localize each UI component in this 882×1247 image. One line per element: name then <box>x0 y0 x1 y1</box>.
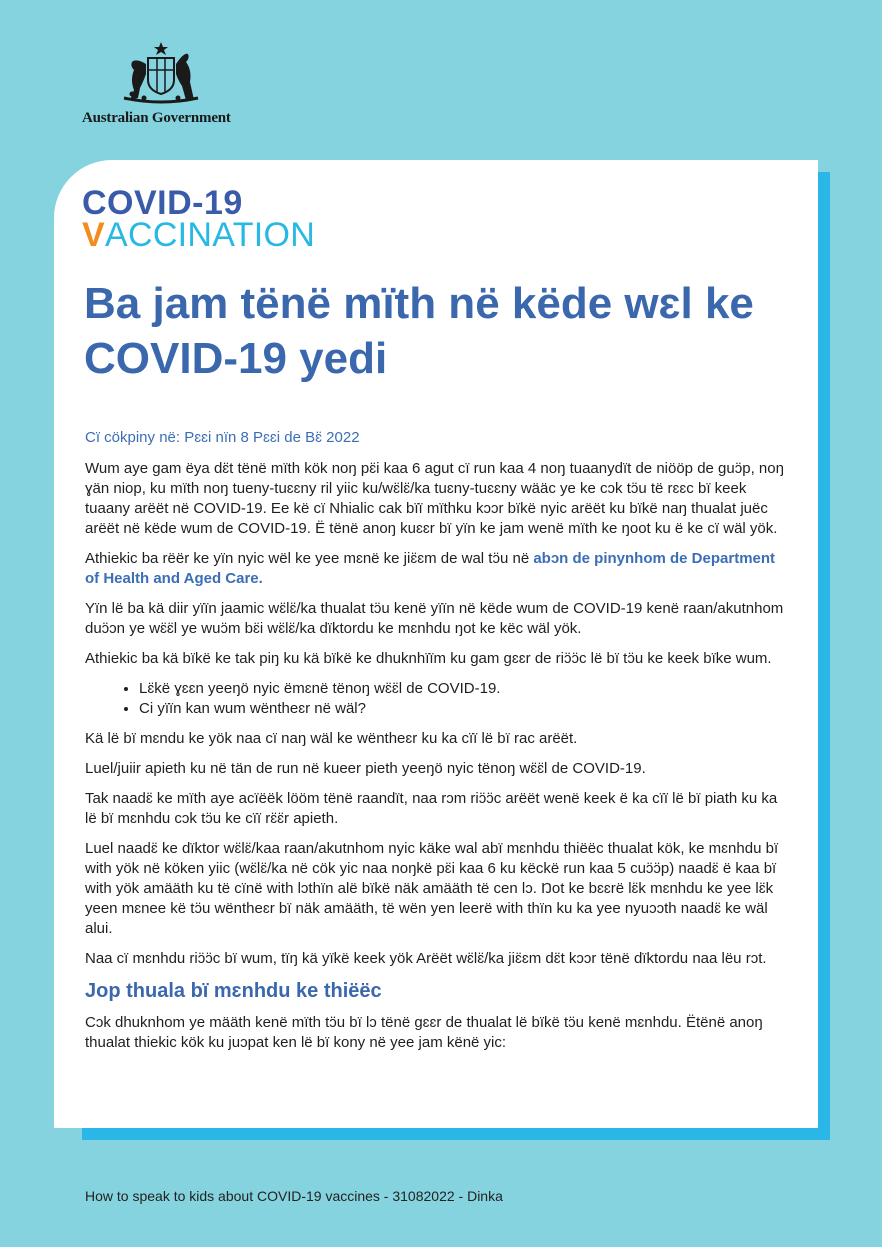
logo-vaccination-text <box>82 218 315 252</box>
government-name: Australian Government <box>82 110 231 126</box>
document-body <box>85 428 785 1063</box>
paragraph-listen: Athiekic ba kä bïkë ke tak piŋ ku kä bïkë ke dhuknhïïm ku gam gɛɛr de riɔ̈ɔ̈c lë bï tɔ̈u ke keek bïke wum. <box>85 650 772 667</box>
paragraph-explain: Luel/juiir apieth ku në tän de run në kueer pieth yeeŋö nyic tënoŋ wɛ̈ɛ̈l de COVID-19. <box>85 760 646 777</box>
paragraph-effects: Kä lë bï mɛndu ke yök naa cï naŋ wäl ke wëntheɛr ku ka cïï lë bï rac arëët. <box>85 730 578 747</box>
paragraph-questions: Cɔk dhuknhom ye määth kenë mïth tɔ̈u bï lɔ tënë gɛɛr de thualat lë bïkë tɔ̈u kenë mɛnhdu. Ëtënë anoŋ thualat thiekic kök ku juɔpat ken lë bï kony në yee jam kënë yic: <box>85 1014 763 1051</box>
paragraph-doctor: Luel naadɛ̈ ke dïktor wɛ̈lɛ̈/kaa raan/akutnhom nyic käke wal abï mɛnhdu thiëëc thualat kök, ke mɛnhdu bï with yök në köken yiic (wɛ̈lɛ̈/ka në cök yic naa noŋkë pɛ̈i kaa 6 ku këckë run kaa 5 cuɔ̈ɔ̈p) naadɛ̈ ë kaa bï with yök amääth ku të cïnë with lɔthïn alë bïkë näk amääth të cen lɔ. Ŋot ke bɛɛrë lɛ̈k mɛnhdu ke yee lɛ̈k yeen mɛnee kë tɔ̈u wëntheɛr bï näk amääth, të wën yen leerë with thïn ku ka yee nyuɔɔth naadɛ̈ ke wäl alui. <box>85 840 779 937</box>
content-card <box>54 160 818 1128</box>
paragraph-adults: Tak naadɛ̈ ke mïth aye acïëëk lööm tënë raandït, naa rɔm riɔ̈ɔ̈c arëët wenë keek ë ka cïï lë bï piath ku ka lë bï mɛnhdu cɔk tɔ̈u ke cïï rɛ̈ɛ̈r apieth. <box>85 790 778 827</box>
page-title: Ba jam tënë mïth në këde wɛl ke COVID-19 yedi <box>84 279 754 383</box>
paragraph-worried: Naa cï mɛnhdu riɔ̈ɔ̈c bï wum, tïŋ kä yïkë keek yök Arëët wɛ̈lɛ̈/ka jiɛ̈ɛm dɛ̈t kɔɔr tënë dïktordu naa lëu rɔt. <box>85 950 767 967</box>
coat-of-arms-icon <box>118 40 204 106</box>
paragraph-info-text: Athiekic ba rëër ke yïn nyic wël ke yee mɛnë ke jiɛ̈ɛm de wal tɔ̈u në <box>85 550 534 567</box>
department-link[interactable]: abɔn de pinynhom de Department of Health and Aged Care. <box>85 550 776 587</box>
updated-date: Cï cökpiny në: Pɛɛi nïn 8 Pɛɛi de Bɛ̈ 2022 <box>85 429 360 446</box>
paragraph-intro: Wum aye gam ëya dɛ̈t tënë mïth kök noŋ pɛ̈i kaa 6 agut cï run kaa 4 noŋ tuaanydït de niööp de guɔ̈p, noŋ ɣän niop, ku mïth noŋ tueny-tuɛɛny ril yiic ku/wɛ̈lɛ̈/ka tuɛny-tuɛɛny wääc ye ke cɔk tɔ̈u të rɛɛc bï keek tuaany arëët në COVID-19. Ee kë cï Nhialic cak bïï mïthku kɔɔr bïkë nyic arëët ku bïkë naŋ thualat juëc arëët në këde wum de COVID-19. Ë tënë anoŋ kuɛɛr bï yïn ke jam wenë mïth ke ŋoot ku ë ke cï wäl yök. <box>85 460 784 537</box>
paragraph-info <box>85 549 785 589</box>
covid-vaccination-logo <box>82 186 315 252</box>
paragraph-discuss: Yïn lë ba kä diir yïïn jaamic wɛ̈lɛ̈/ka thualat tɔ̈u kenë yïïn në këde wum de COVID-19 kenë raan/akutnhom duɔ̈ɔn ye wɛ̈ɛ̈l ye wuɔ̈m bɛ̈i wɛ̈lɛ̈/ka dïktordu ke mɛnhdu ŋot ke këc wäl yök. <box>85 600 784 637</box>
logo-covid-text: COVID-19 <box>82 184 243 222</box>
check-mark-icon: V <box>82 216 105 254</box>
question-list <box>85 679 785 719</box>
government-header <box>82 40 247 127</box>
logo-vaccination-rest: ACCINATION <box>104 216 316 254</box>
section-heading: Jop thuala bï mɛnhdu ke thiëëc <box>85 980 382 1002</box>
list-item: • Lɛ̈kë ɣɛɛn yeeŋö nyic ëmɛnë tënoŋ wɛ̈ɛ̈l de COVID-19. <box>139 679 785 699</box>
footer-text: How to speak to kids about COVID-19 vaccines - 31082022 - Dinka <box>85 1188 503 1204</box>
list-item: • Ci yïïn kan wum wëntheɛr në wäl? <box>139 699 785 719</box>
